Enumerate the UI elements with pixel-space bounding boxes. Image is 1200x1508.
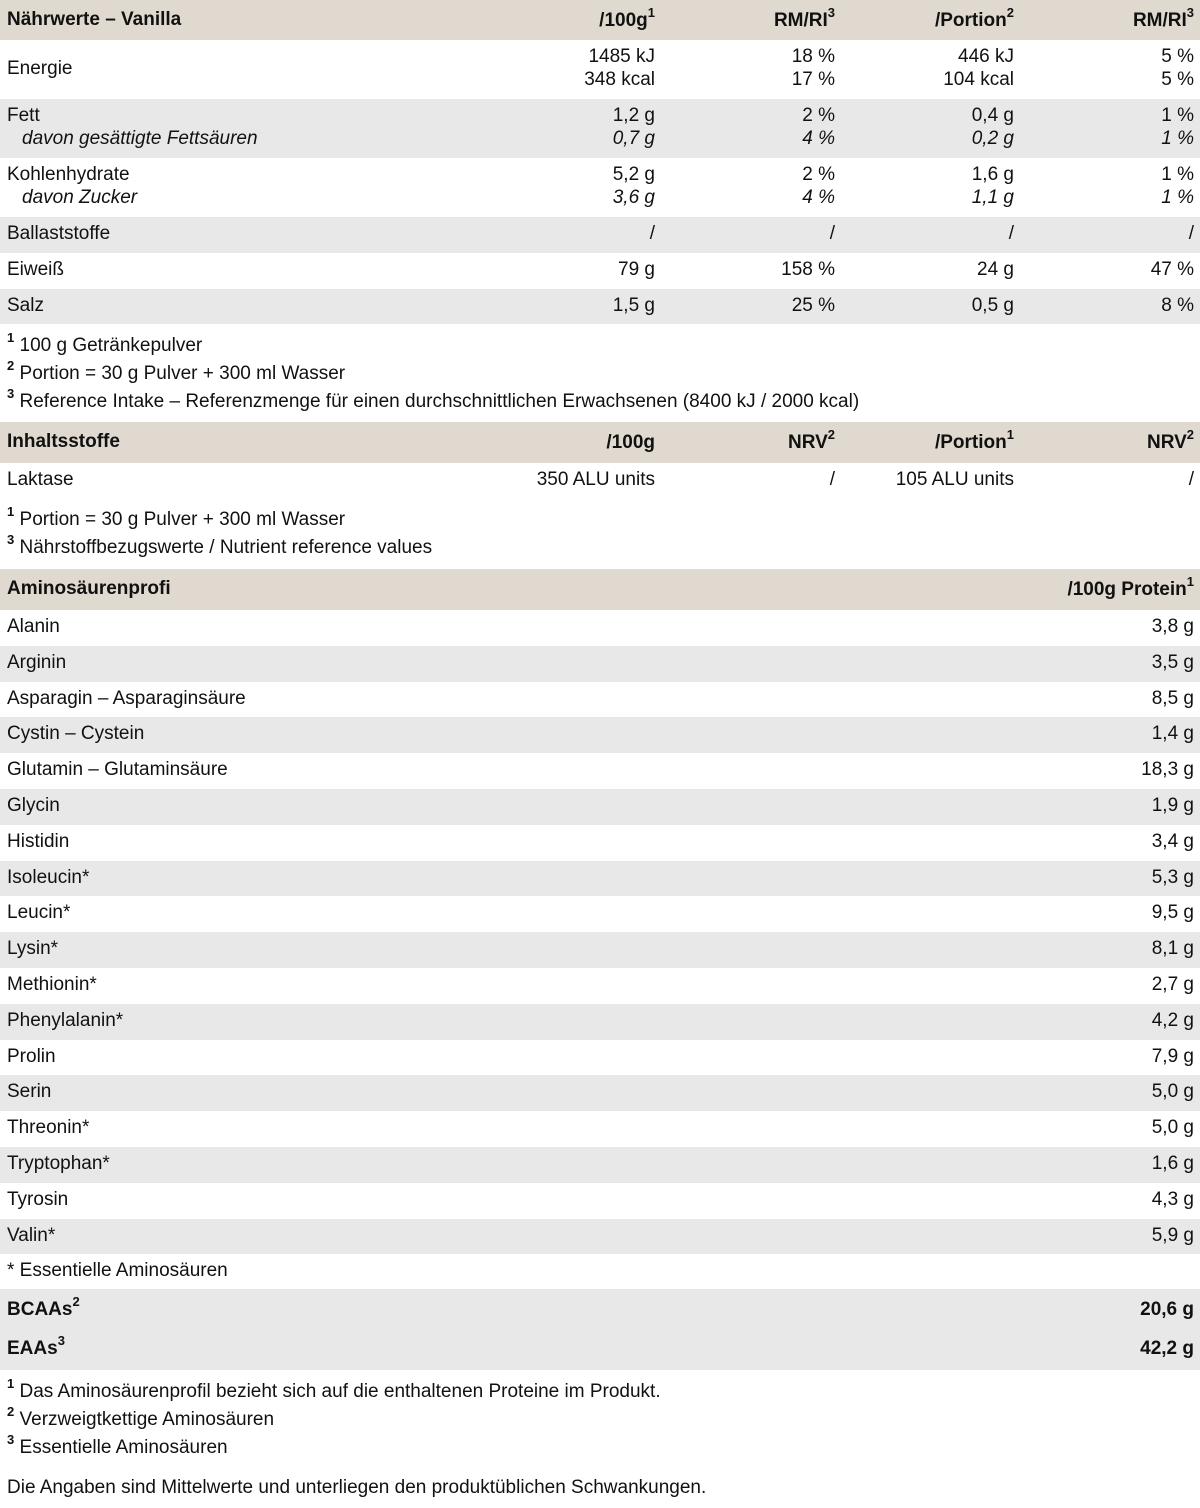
energie-label: Energie (7, 58, 73, 79)
ingredients-footnotes (0, 498, 1200, 569)
amino-name: Cystin – Cystein (7, 723, 145, 745)
amino-value: 7,9 g (1151, 1045, 1194, 1067)
fett-per100: 1,2 g (612, 105, 655, 126)
essential-note-row (0, 1254, 1200, 1289)
header-rmri-1: $RM/RI^3$ (773, 4, 835, 31)
amino-value: 3,4 g (1151, 830, 1194, 852)
amino-row (0, 896, 1200, 932)
amino-value: 5,9 g (1151, 1224, 1194, 1246)
fett-ri1: 2 % (802, 105, 835, 126)
ballast-per100: / (649, 223, 655, 244)
disclaimer: Die Angaben sind Mittelwerte und unterliegen den produktüblichen Schwankungen. (7, 1477, 707, 1499)
amino-value: 1,6 g (1151, 1152, 1194, 1174)
amino-row (0, 861, 1200, 897)
eiweiss-ri1: 158 % (781, 259, 835, 280)
amino-value: 4,3 g (1151, 1188, 1194, 1210)
fett-sub-per100: 0,7 g (612, 128, 655, 149)
amino-header-row (0, 569, 1200, 610)
kh-per100: 5,2 g (612, 164, 655, 185)
ingredients-header-per100: /100g (606, 432, 655, 453)
footnote: $^1$ 100 g Getränkepulver (7, 329, 203, 356)
amino-value: 1,4 g (1151, 723, 1194, 745)
amino-footnotes (0, 1370, 1200, 1468)
energie-ri1-kj: 18 % (791, 46, 835, 67)
kh-sub-ri1: 4 % (802, 187, 835, 208)
eiweiss-per100: 79 g (618, 259, 655, 280)
header-portion: /Portion$^2$ (934, 4, 1014, 31)
amino-name: Serin (7, 1081, 52, 1103)
eaa-label: EAAs$^3$ (7, 1333, 65, 1360)
amino-value: 1,9 g (1151, 794, 1194, 816)
essential-note: * Essentielle Aminosäuren (7, 1260, 228, 1282)
laktase-portion: 105 ALU units (895, 469, 1014, 490)
row-energie (0, 40, 1200, 99)
laktase-nrv2: / (1188, 469, 1194, 490)
amino-value: 4,2 g (1151, 1009, 1194, 1031)
ingredients-title: Inhaltsstoffe (7, 431, 120, 452)
amino-row (0, 1075, 1200, 1111)
energie-ri2-kj: 5 % (1161, 46, 1194, 67)
salz-portion: 0,5 g (971, 295, 1014, 316)
amino-row (0, 682, 1200, 718)
footnote: $^1$ Portion = 30 g Pulver + 300 ml Wasser (7, 503, 346, 530)
row-eiweiss (0, 253, 1200, 289)
kh-ri1: 2 % (802, 164, 835, 185)
eiweiss-label: Eiweiß (7, 259, 65, 280)
amino-name: Methionin* (7, 973, 97, 995)
amino-table-body (0, 610, 1200, 1254)
bcaa-value: 20,6 g (1140, 1299, 1194, 1321)
amino-row (0, 932, 1200, 968)
amino-title: Aminosäurenprofi (7, 578, 171, 599)
nutrition-title: Nährwerte – Vanilla (7, 9, 182, 30)
amino-row (0, 825, 1200, 861)
amino-name: Phenylalanin* (7, 1009, 124, 1031)
ingredients-header-nrv-1: NRV$^2$ (787, 426, 835, 453)
energie-per100-kj: 1485 kJ (588, 46, 655, 67)
fett-sub-ri1: 4 % (802, 128, 835, 149)
laktase-label: Laktase (7, 469, 74, 490)
amino-name: Glycin (7, 794, 60, 816)
amino-name: Histidin (7, 830, 70, 852)
nutrition-footnotes (0, 324, 1200, 422)
ballast-portion: / (1008, 223, 1014, 244)
kh-portion: 1,6 g (971, 164, 1014, 185)
amino-row (0, 1111, 1200, 1147)
amino-name: Lysin* (7, 938, 59, 960)
amino-value: 3,8 g (1151, 616, 1194, 637)
ballast-label: Ballaststoffe (7, 223, 111, 244)
amino-name: Glutamin – Glutaminsäure (7, 759, 228, 781)
header-per100: $/100g^1$ (599, 4, 655, 31)
row-laktase (0, 463, 1200, 498)
amino-row (0, 646, 1200, 682)
amino-value: 9,5 g (1151, 902, 1194, 924)
amino-row (0, 1219, 1200, 1255)
amino-row (0, 1183, 1200, 1219)
kh-sub-ri2: 1 % (1161, 187, 1194, 208)
row-ballaststoffe (0, 217, 1200, 253)
energie-ri1-kcal: 17 % (791, 69, 835, 90)
amino-name: Threonin* (7, 1117, 90, 1139)
ingredients-header-nrv-2: NRV$^2$ (1146, 426, 1194, 453)
footnote: $^3$ Reference Intake – Referenzmenge für einen durchschnittlichen Erwachsenen (8400 kJ / 2000 kcal) (7, 385, 860, 412)
footnote: $^2$ Portion = 30 g Pulver + 300 ml Wasser (7, 357, 346, 384)
disclaimer-row (0, 1468, 1200, 1508)
fett-sub-ri2: 1 % (1161, 128, 1194, 149)
ballast-ri2: / (1188, 223, 1194, 244)
amino-value: 5,0 g (1151, 1117, 1194, 1139)
kh-sub-portion: 1,1 g (971, 187, 1014, 208)
salz-ri2: 8 % (1161, 295, 1194, 316)
amino-name: Valin* (7, 1224, 56, 1246)
amino-row (0, 789, 1200, 825)
amino-row (0, 968, 1200, 1004)
nutrition-header-row (0, 0, 1200, 40)
fett-ri2: 1 % (1161, 105, 1194, 126)
amino-row (0, 1040, 1200, 1076)
amino-name: Tyrosin (7, 1188, 69, 1210)
row-kohlenhydrate (0, 158, 1200, 217)
amino-name: Isoleucin* (7, 866, 90, 888)
footnote: $^2$ Verzweigtkettige Aminosäuren (7, 1404, 275, 1431)
amino-name: Prolin (7, 1045, 56, 1067)
amino-header-value: /100g Protein$^1$ (1067, 573, 1194, 600)
row-eaa (0, 1329, 1200, 1370)
eiweiss-ri2: 47 % (1150, 259, 1194, 280)
amino-row (0, 1147, 1200, 1183)
eaa-value: 42,2 g (1140, 1338, 1194, 1360)
amino-value: 5,0 g (1151, 1081, 1194, 1103)
amino-name: Arginin (7, 651, 67, 673)
amino-value: 8,1 g (1151, 938, 1194, 960)
amino-row (0, 610, 1200, 646)
amino-name: Leucin* (7, 902, 71, 924)
energie-per100-kcal: 348 kcal (584, 69, 655, 90)
salz-per100: 1,5 g (612, 295, 655, 316)
ingredients-header-portion: /Portion$^1$ (934, 426, 1014, 453)
amino-row (0, 717, 1200, 753)
amino-value: 2,7 g (1151, 973, 1194, 995)
header-rmri-2: $RM/RI^3$ (1132, 4, 1194, 31)
amino-row (0, 1004, 1200, 1040)
fett-sub-portion: 0,2 g (971, 128, 1014, 149)
row-salz (0, 289, 1200, 324)
footnote: $^1$ Das Aminosäurenprofil bezieht sich auf die enthaltenen Proteine im Produkt. (7, 1376, 661, 1403)
amino-value: 5,3 g (1151, 866, 1194, 888)
kh-label: Kohlenhydrate (7, 164, 130, 185)
fett-label: Fett (7, 105, 40, 126)
amino-row (0, 753, 1200, 789)
amino-value: 3,5 g (1151, 651, 1194, 673)
ballast-ri1: / (829, 223, 835, 244)
row-bcaa (0, 1289, 1200, 1329)
energie-portion-kcal: 104 kcal (943, 69, 1014, 90)
footnote: $^3$ Nährstoffbezugswerte / Nutrient reference values (7, 531, 433, 558)
laktase-nrv1: / (829, 469, 835, 490)
amino-value: 18,3 g (1141, 759, 1194, 781)
salz-ri1: 25 % (791, 295, 835, 316)
row-fett (0, 99, 1200, 158)
footnote: $^3$ Essentielle Aminosäuren (7, 1432, 228, 1459)
amino-value: 8,5 g (1151, 687, 1194, 709)
kh-sub-label: davon Zucker (22, 187, 138, 208)
energie-portion-kj: 446 kJ (958, 46, 1014, 67)
amino-name: Tryptophan* (7, 1152, 110, 1174)
amino-name: Alanin (7, 616, 60, 637)
eiweiss-portion: 24 g (977, 259, 1014, 280)
kh-ri2: 1 % (1161, 164, 1194, 185)
bcaa-label: BCAAs$^2$ (7, 1294, 80, 1321)
salz-label: Salz (7, 295, 44, 316)
laktase-per100: 350 ALU units (536, 469, 655, 490)
fett-portion: 0,4 g (971, 105, 1014, 126)
amino-name: Asparagin – Asparaginsäure (7, 687, 246, 709)
energie-ri2-kcal: 5 % (1161, 69, 1194, 90)
fett-sub-label: davon gesättigte Fettsäuren (22, 128, 258, 149)
kh-sub-per100: 3,6 g (612, 187, 655, 208)
ingredients-header-row (0, 422, 1200, 463)
